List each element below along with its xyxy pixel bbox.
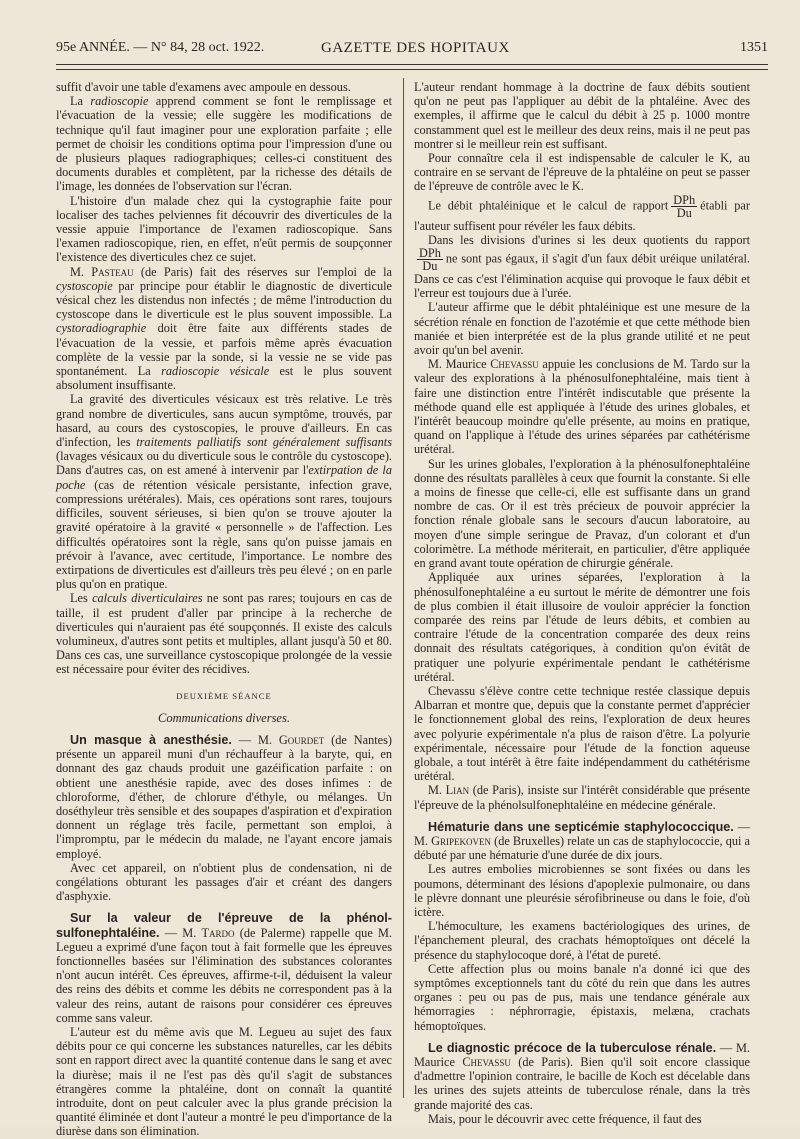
journal-title: GAZETTE DES HOPITAUX: [321, 40, 510, 56]
right-column: [414, 80, 750, 1126]
paragraph: M. Pasteau (de Paris) fait des réserves sur l'emploi de la cystoscopie par principe pour établir le diagnostic de diverticule vésical chez les distendus non infectés ; de même l'introduction du cystoscope dans le diverticule est le plus souvent impossible. La cystoradiographie doit être faite aux différents stades de l'évacuation de la vessie, et parfois même après évacuation complète de la vessie par la sonde, si la vessie ne se vide pas spontanément. La radioscopie vésicale est le plus souvent absolument insuffisante.: [56, 264, 392, 393]
paragraph: L'hémoculture, les examens bactériologiques des urines, de l'épanchement pleural, des crachats hémoptoïques ont décelé la présence du staphylocoque doré, à l'état de pureté.: [414, 919, 750, 962]
paragraph: L'auteur est du même avis que M. Legueu au sujet des faux débits pour ce qui concerne les substances naturelles, car les débits sont en rapport direct avec la quantité contenue dans le sang et avec la diurèse; mais il ne l'est pas dès qu'il s'agit de substances étrangères comme la phtaléine, dont on connaît la quantité introduite, dont on peut calculer avec la plus grande précision la quantité éliminée et dont l'auteur a montré le peu d'importance de la diurèse dans son élimination.: [56, 1025, 392, 1139]
article-tuberculose: Le diagnostic précoce de la tuberculose rénale. — M. Maurice Chevassu (de Paris). Bien qu'il soit encore classique d'admettre l'opinion contraire, le bacille de Koch est décelable dans les urines des sujets atteints de tuberculose rénale, dans la très grande majorité des cas.: [414, 1040, 750, 1112]
section-subtitle: Communications diverses.: [158, 710, 290, 725]
paragraph: Pour connaître cela il est indispensable de calculer le K, au contraire en se servant de l'épreuve de la phtaléine on peut se passer de l'épreuve de contrôle avec le K.: [414, 151, 750, 194]
header-rule-top: [56, 64, 768, 65]
paragraph: La radioscopie apprend comment se font le remplissage et l'évacuation de la vessie; elle suggère les modifications de technique qu'il faut imaginer pour une exploration parfaite ; elle permet de choisir les conditions optima pour l'impression d'une ou de plusieurs plaques radiographiques; celles-ci constituent des documents durables et complètent, par la richesse des détails de l'image, les données de l'observation sur l'écran.: [56, 94, 393, 194]
page-number: 1351: [740, 40, 768, 55]
paragraph: Mais, pour le découvrir avec cette fréquence, il faut des: [428, 1111, 702, 1126]
article-heading: Sur la valeur de l'épreuve de la phénol-sulfonephtaléine.: [56, 911, 392, 940]
paragraph: L'auteur affirme que le débit phtaléinique est une mesure de la sécrétion rénale en fonction de l'azotémie et que cette méthode bien maniée et bien interprétée est de la plus grande utilité et ne peut avoir qu'un bel avenir.: [414, 300, 750, 358]
paragraph: Sur les urines globales, l'exploration à la phénosulfonephtaléine donne des résultats parallèles à ceux que fournit la constante. Si elle a moins de finesse que celle-ci, elle est suffisante dans un grand nombre de cas. Or il est très précieux de pouvoir apprécier la fonction rénale globale sans le secours d'aucun laboratoire, au moyen d'une simple seringue de Pravaz, d'un colorant et d'un colorimètre. La méthode mériterait, en particulier, d'être appliquée en grand avant toute opération de chirurgie générale.: [414, 456, 750, 571]
paragraph: L'auteur rendant hommage à la doctrine de faux débits soutient qu'on ne peut pas l'appliquer au débit de la phtaléine. Avec des exemples, il affirme que le calcul du débit à 25 p. 1000 montre constamment quel est le meilleur des deux reins, mais il ne peut pas montrer si le meilleur rein est suffisant.: [414, 80, 750, 151]
paragraph: L'histoire d'un malade chez qui la cystographie faite pour localiser des taches pelviennes fit découvrir des diverticules de la vessie appuie l'importance de l'examen radioscopique. Sans l'examen radioscopique, rien, en effet, n'eût permis de soupçonner l'existence des diverticules chez ce sujet.: [56, 193, 392, 265]
paragraph: M. Maurice Chevassu appuie les conclusions de M. Tardo sur la valeur des explorations à la phénosulfonephtaléine, mais tient à faire une distinction entre l'intérêt indiscutable que présente la méthode quand elle est appliquée à l'étude des urines globales, et l'intérêt beaucoup moindre qu'elle présente, au moins en pratique, quand on l'applique à l'étude des urines séparées par cathétérisme urétéral.: [414, 357, 750, 457]
article-heading: Hématurie dans une septicémie staphylococcique.: [428, 819, 734, 834]
article-heading: Un masque à anesthésie.: [70, 732, 232, 747]
paragraph: Avec cet appareil, on n'obtient plus de condensation, ni de congélations obturant les passages d'air et créant des dangers d'asphyxie.: [56, 860, 392, 904]
article-heading: Le diagnostic précoce de la tuberculose rénale.: [428, 1040, 717, 1055]
running-header: [56, 40, 768, 62]
left-column: [56, 80, 392, 1139]
paragraph: Les calculs diverticulaires ne sont pas rares; toujours en cas de taille, il est prudent d'aller par principe à la recherche de diverticules qui n'auraient pas été soupçonnés. Il existe des calculs volumineux, d'autres sont petits et multiples, allant jusqu'à 50 et 80. Dans ces cas, une surveillance cystoscopique prolongée de la vessie est nécessaire pour éviter des récidives.: [56, 591, 392, 677]
paragraph: Chevassu s'élève contre cette technique restée classique depuis Albarran et montre que, depuis que la constante permet d'apprécier le fonctionnement global des reins, l'exploration de deux heures avec polyurie expérimentale n'a plus de raison d'être. La polyurie expérimentale, nécessaire pour l'étude de la fonction aqueuse globale, a tout intérêt à être faite indépendamment du cathétérisme urétéral.: [414, 683, 750, 784]
section-label: DEUXIÈME SÉANCE: [176, 690, 272, 701]
paragraph: M. Lian (de Paris), insiste sur l'intérêt considérable que présente l'épreuve de la phénolsulfonephtaléine en médecine générale.: [414, 783, 750, 812]
paragraph: suffit d'avoir une table d'examens avec ampoule en dessous.: [56, 80, 351, 94]
paragraph: Le débit phtaléinique et le calcul de rapport $\frac{\text{DPh}}{Du}$ établi par l'auteur suffisent pour révéler les faux débits.: [414, 192, 750, 233]
column-divider: [403, 78, 404, 1098]
header-rule-bottom: [56, 69, 768, 70]
paragraph: Appliquée aux urines séparées, l'exploration à la phénosulfonephtaléine a eu surtout le mérite de démontrer une fois de plus combien il était illusoire de vouloir apprécier la fonction comparée des reins par l'étude de leurs débits, et combien au contraire l'étude de la concentration comparée des deux reins donnait des résultats catégoriques, à condition qu'on évitât de pratiquer une polyurie expérimentale pendant le cathétérisme urétéral.: [414, 570, 750, 684]
article-hematurie: Hématurie dans une septicémie staphylococcique. — M. Gripekoven (de Bruxelles) relate un cas de staphylococcie, qui a débuté par une hématurie d'une durée de dix jours.: [414, 819, 750, 863]
article-masque: Un masque à anesthésie. — M. Gourdet (de Nantes) présente un appareil muni d'un réchauffeur à la baryte, qui, en donnant des gaz chauds produit une gazéification parfaite : on obtient une anesthésie rapide, avec des doses infimes : de chloroforme, d'éther, de chlorure d'éthyle, ou mélanges. Un doséthyleur très sensible et des soupapes d'aspiration et d'expiration donnent un réglage très facile, permettant son emploi, à l'impromptu, par le médecin du malade, ne l'ayant encore jamais employé.: [56, 732, 392, 861]
paragraph: Cette affection plus ou moins banale n'a donné ici que des symptômes exceptionnels tant du côté du rein que dans les autres organes : peu ou pas de pus, mais une tendance générale aux hémorragies : néphrorragie, épistaxis, melæna, crachats hémoptoïques.: [414, 961, 750, 1033]
issue-info: 95e ANNÉE. — N° 84, 28 oct. 1922.: [56, 40, 265, 55]
paragraph: La gravité des diverticules vésicaux est très relative. Le très grand nombre de diverticules, sans aucun symptôme, trouvés, par hasard, au cours des cystoscopies, le prouve d'ailleurs. En cas d'infection, les traitements palliatifs sont généralement suffisants (lavages vésicaux ou du diverticule sous le contrôle du cystoscope). Dans d'autres cas, on est amené à intervenir par l'extirpation de la poche (cas de rétention vésicale persistante, infection grave, compressions urétérales). Mais, ces opérations sont rares, toujours difficiles, souvent sérieuses, si bien qu'on se trouve ajouter la gravité opératoire à la gravité « personnelle » de l'affection. Les difficultés opératoires sont la règle, sans qu'on puisse jamais en prévoir à l'avance, avec certitude, l'importance. Le nombre des extirpations de diverticules est d'ailleurs très peu élevé ; on en parle plus qu'on en pratique.: [56, 392, 393, 592]
ratio-fraction: $\frac{\text{DPh}}{Du}$: [419, 246, 441, 274]
ratio-fraction: $\frac{\text{DPh}}{Du}$: [673, 192, 696, 220]
paragraph: Dans les divisions d'urines si les deux quotients du rapport $\frac{\text{DPh}}{Du}$ ne sont pas égaux, il s'agit d'un faux débit uréique unilatéral. Dans ce cas c'est l'élimination acquise qui provoque le faux débit et l'erreur est toujours due à l'urée.: [414, 232, 750, 301]
article-phenol: Sur la valeur de l'épreuve de la phénol-sulfonephtaléine. — M. Tardo (de Palerme) rappelle que M. Legueu a exprimé d'une façon tout à fait formelle que les épreuves fonctionnelles basées sur l'élimination des substances colorantes n'ont aucun intérêt. Ces épreuves, affirme-t-il, déduisent la valeur des reins des débits et comme les débits ne correspondent pas à la valeur des reins, autant de raisons pour considérer ces épreuves comme sans valeur.: [56, 911, 392, 1025]
paragraph: Les autres embolies microbiennes se sont fixées ou dans les poumons, déterminant des lésions d'apoplexie pulmonaire, ou dans le plèvre donnant une pleurésie sérofibrineuse ou dans le foie, d'où ictère.: [414, 862, 750, 919]
